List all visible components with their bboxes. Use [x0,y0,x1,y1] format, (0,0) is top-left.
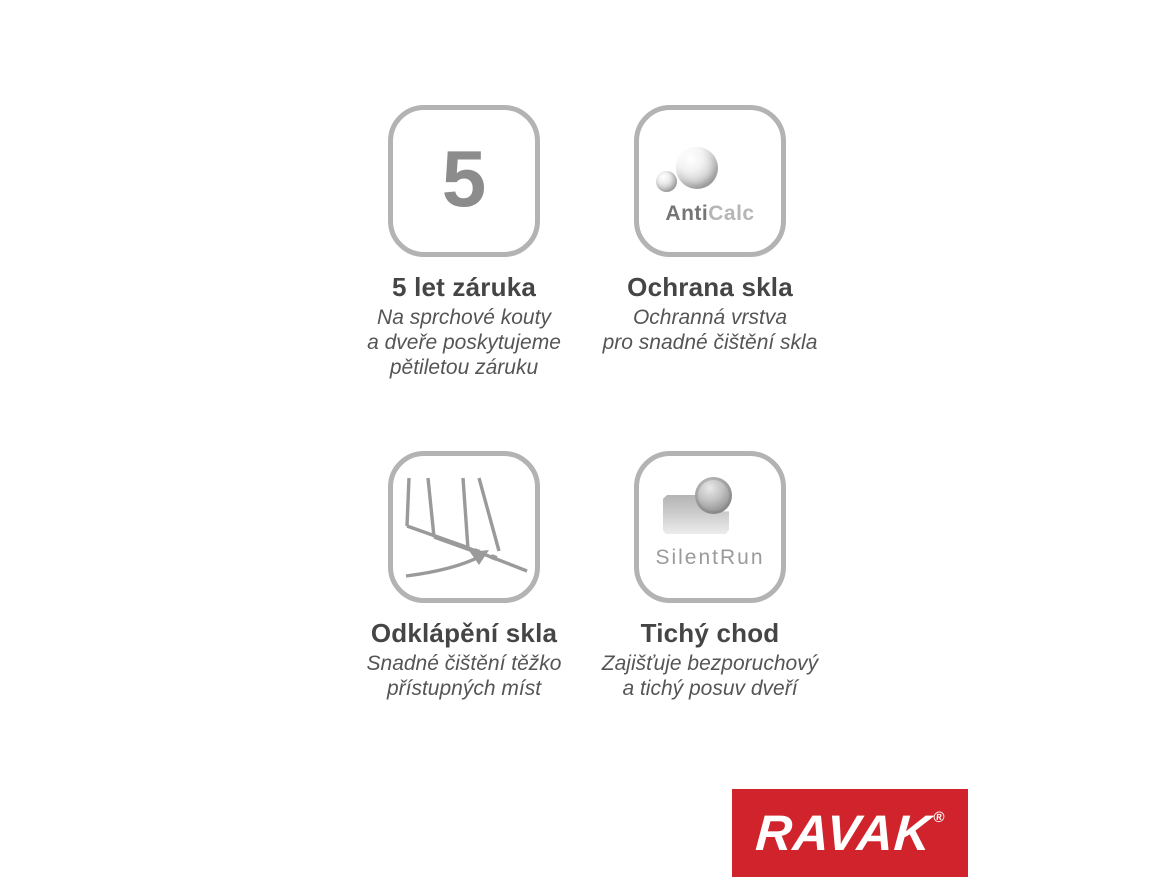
glass-tilt-icon [399,472,531,582]
number-5-icon: 5 [441,134,487,223]
feature-card-silentrun [580,451,840,701]
feature-title-glass-tilt: Odklápění skla [370,618,558,648]
subtitle-line: pětiletou záruku [389,356,539,379]
silentrun-roller-icon [695,477,732,514]
ravak-logo [732,789,968,877]
feature-card-warranty [334,105,594,380]
subtitle-line: přístupných míst [386,677,542,700]
feature-subtitle-silentrun [580,651,840,701]
subtitle-line: Ochranná vrstva [632,306,788,329]
feature-title-anticalc: Ochrana skla [627,272,793,302]
feature-card-anticalc [580,105,840,355]
anticalc-label-anti: Anti [665,202,709,225]
anticalc-bubble-large-icon [676,147,718,189]
subtitle-line: Na sprchové kouty [377,306,551,329]
anticalc-label [639,202,781,226]
subtitle-line: Snadné čištění těžko [366,652,562,675]
warranty-badge-frame [388,105,540,257]
feature-subtitle-anticalc [580,305,840,355]
subtitle-line: a tichý posuv dveří [622,677,798,700]
registered-mark: ® [932,809,946,826]
anticalc-badge-frame [634,105,786,257]
feature-title-silentrun: Tichý chod [640,618,780,648]
ravak-brand-text: RAVAK [753,805,934,861]
anticalc-label-calc: Calc [708,202,755,225]
feature-title-warranty: 5 let záruka [391,272,537,302]
feature-subtitle-glass-tilt [334,651,594,701]
subtitle-line: a dveře poskytujeme [367,331,561,354]
anticalc-bubble-small-icon [656,171,677,192]
silentrun-label: SilentRun [655,546,765,569]
feature-card-glass-tilt [334,451,594,701]
subtitle-line: Zajišťuje bezporuchový [601,652,819,675]
subtitle-line: pro snadné čištění skla [602,331,818,354]
silentrun-badge-frame [634,451,786,603]
ravak-wordmark [753,805,946,861]
feature-subtitle-warranty [334,305,594,380]
glass-tilt-badge-frame [388,451,540,603]
